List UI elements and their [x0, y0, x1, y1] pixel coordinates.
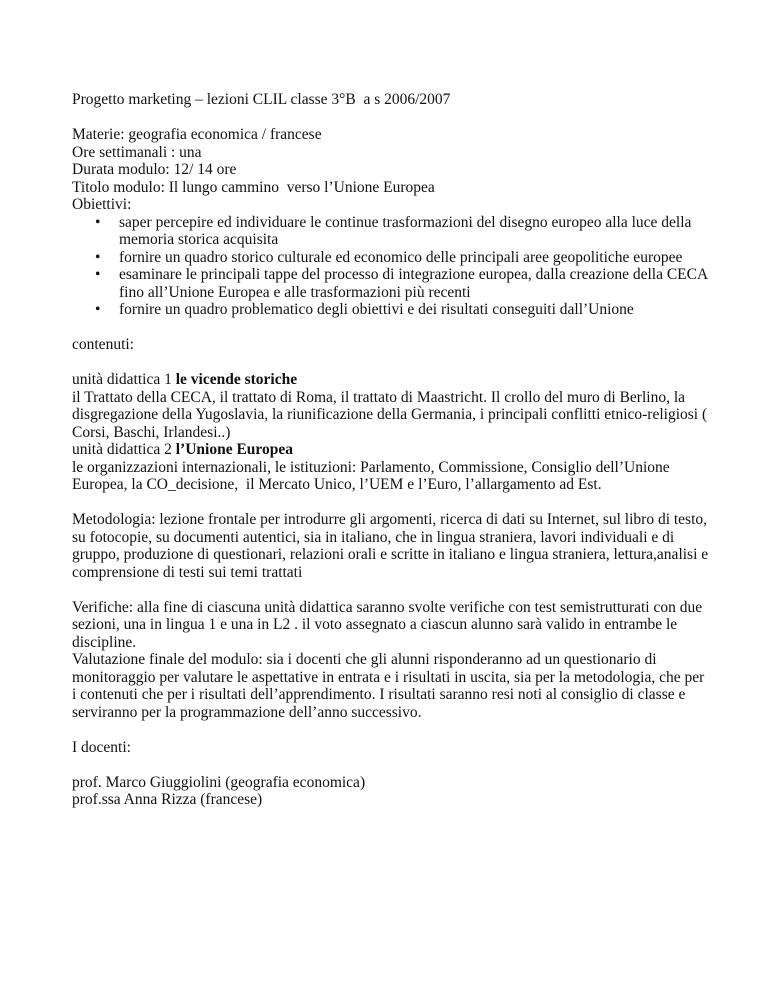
valutazione-paragraph: Valutazione finale del modulo: sia i docenti che gli alunni risponderanno ad un questionario di monitoraggio per valutare le aspettative in entrata e i risultati in uscita, sia per la metodologia, che per i contenuti che per i risultati dell’apprendimento. I risultati saranno resi noti al consiglio di classe e serviranno per la programmazione dell’anno successivo.	[72, 651, 709, 721]
bullet-icon: •	[95, 248, 101, 266]
unita-1-title: le vicende storiche	[175, 371, 298, 388]
docenti-label: I docenti:	[72, 738, 131, 756]
durata-line: Durata modulo: 12/ 14 ore	[72, 161, 237, 178]
list-item	[72, 301, 712, 319]
list-item	[72, 214, 712, 249]
materie-line: Materie: geografia economica / francese	[72, 126, 322, 143]
unita-1-text: il Trattato della CECA, il trattato di Roma, il trattato di Maastricht. Il crollo del muro di Berlino, la disgregazione della Yugoslavia, la riunificazione della Germania, i principali conflitti etnico-religiosi ( Corsi, Baschi, Irlandesi..)	[72, 388, 712, 441]
obiettivo-text: saper percepire ed individuare le continue trasformazioni del disegno europeo alla luce della memoria storica acquisita	[119, 213, 692, 248]
metodologia-paragraph: Metodologia: lezione frontale per introdurre gli argomenti, ricerca di dati su Internet, sul libro di testo, su fotocopie, su documenti autentici, sia in italiano, che in lingua straniera, lavori individuali e di gruppo, produzione di questionari, relazioni orali e scritte in italiano e lingua straniera, lettura,analisi e comprensione di testi sui temi trattati	[72, 511, 713, 581]
list-item	[72, 266, 712, 301]
unita-1-prefix: unità didattica 1	[72, 371, 176, 388]
bullet-icon: •	[95, 213, 101, 231]
bullet-icon: •	[95, 301, 101, 318]
document-page	[72, 91, 712, 809]
unita-1-heading	[72, 371, 712, 389]
unita-2-title: l’Unione Europea	[175, 441, 294, 458]
contenuti-label: contenuti:	[72, 336, 134, 353]
docente-1: prof. Marco Giuggiolini (geografia economica)	[72, 773, 366, 791]
obiettivo-text: fornire un quadro problematico degli obiettivi e dei risultati conseguiti dall’Unione	[119, 301, 634, 318]
unita-2-heading	[72, 441, 712, 459]
bullet-icon: •	[95, 266, 101, 283]
titolo-line: Titolo modulo: Il lungo cammino verso l’Unione Europea	[72, 178, 435, 196]
document-title: Progetto marketing – lezioni CLIL classe 3°B a s 2006/2007	[72, 91, 451, 108]
docente-2: prof.ssa Anna Rizza (francese)	[72, 791, 263, 808]
unita-2-prefix: unità didattica 2	[72, 441, 176, 458]
list-item	[72, 249, 712, 267]
obiettivi-label: Obiettivi:	[72, 196, 132, 213]
obiettivo-text: esaminare le principali tappe del processo di integrazione europea, dalla creazione della CECA fino all’Unione Europea e alle trasformazioni più recenti	[119, 266, 708, 301]
ore-line: Ore settimanali : una	[72, 143, 202, 161]
verifiche-paragraph: Verifiche: alla fine di ciascuna unità didattica saranno svolte verifiche con test semistrutturati con due sezioni, una in lingua 1 e una in L2 . il voto assegnato a ciascun alunno sarà valido in entrambe le discipline.	[72, 598, 706, 651]
unita-2-text: le organizzazioni internazionali, le istituzioni: Parlamento, Commissione, Consiglio dell’Unione Europea, la CO_decisione, il Mercato Unico, l’UEM e l’Euro, l’allargamento ad Est.	[72, 458, 674, 493]
obiettivo-text: fornire un quadro storico culturale ed economico delle principali aree geopolitiche europee	[119, 248, 683, 266]
obiettivi-list	[72, 214, 712, 319]
